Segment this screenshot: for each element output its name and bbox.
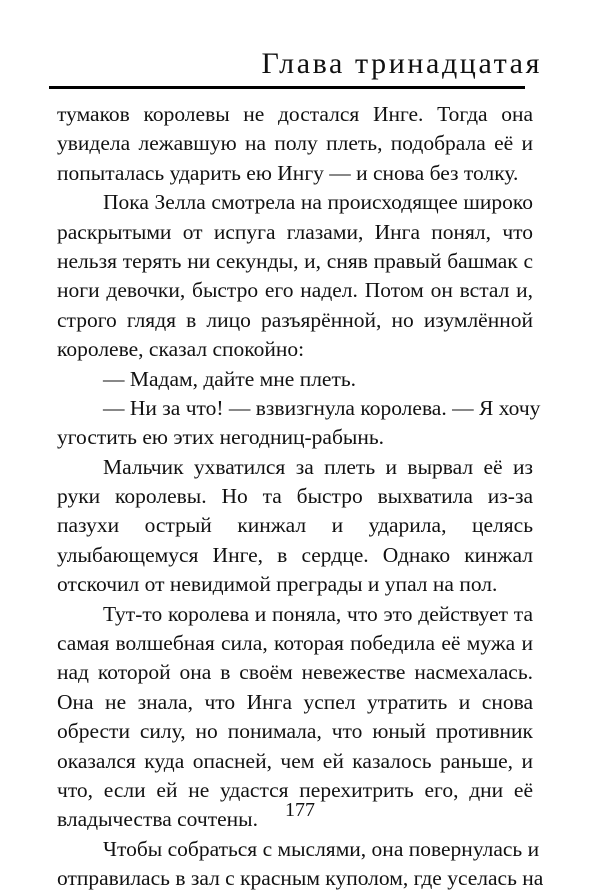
text-line: владычества сочтены. — [57, 807, 258, 832]
text-line: самая волшебная сила, которая победила её мужа и — [57, 631, 533, 656]
text-line: пазухи острый кинжал и ударила, целясь — [57, 513, 533, 538]
text-line: Чтобы собраться с мыслями, она повернулась и — [103, 836, 540, 861]
text-line: руки королевы. Но та быстро выхватила из-за — [57, 484, 533, 509]
text-line: отскочил от невидимой преграды и упал на пол. — [57, 572, 498, 597]
text-line: строго глядя в лицо разъярённой, но изумлённой — [57, 307, 533, 332]
text-line: улыбающемуся Инге, в сердце. Однако кинжал — [57, 542, 533, 567]
text-line: отправилась в зал с красным куполом, где уселась на — [57, 866, 544, 891]
text-line: ноги девочки, быстро его надел. Потом он встал и, — [57, 278, 533, 303]
text-line: Тут-то королева и поняла, что это действует та — [103, 601, 533, 626]
text-line: Она не знала, что Инга успел утратить и снова — [57, 689, 533, 714]
text-line: оказался куда опасней, чем ей казалось раньше, и — [57, 748, 533, 773]
page-number: 177 — [285, 799, 315, 821]
text-line: тумаков королевы не достался Инге. Тогда она — [57, 102, 533, 126]
text-line: нельзя терять ни секунды, и, сняв правый башмак с — [57, 248, 533, 273]
text-line: раскрытыми от испуга глазами, Инга понял, что — [57, 219, 533, 244]
text-line: — Мадам, дайте мне плеть. — [103, 366, 357, 391]
text-line: угостить ею этих негодниц-рабынь. — [57, 425, 385, 450]
header-rule — [49, 86, 525, 89]
text-line: королеве, сказал спокойно: — [57, 337, 305, 362]
text-line: Мальчик ухватился за плеть и вырвал её из — [103, 454, 533, 479]
body-text — [57, 100, 544, 894]
text-line: — Ни за что! — взвизгнула королева. — Я хочу — [103, 395, 541, 420]
text-line: увидела лежавшую на полу плеть, подобрала её и — [57, 131, 533, 156]
text-line: над которой она в своём невежестве насмехалась. — [57, 660, 533, 685]
text-line: попыталась ударить ею Ингу — и снова без толку. — [57, 160, 519, 185]
running-head: Глава тринадцатая — [261, 47, 542, 80]
text-line: обрести силу, но понимала, что юный противник — [57, 719, 533, 744]
text-line: Пока Зелла смотрела на происходящее широко — [103, 190, 533, 215]
text-line: что, если ей не удастся перехитрить его, дни её — [57, 777, 533, 802]
